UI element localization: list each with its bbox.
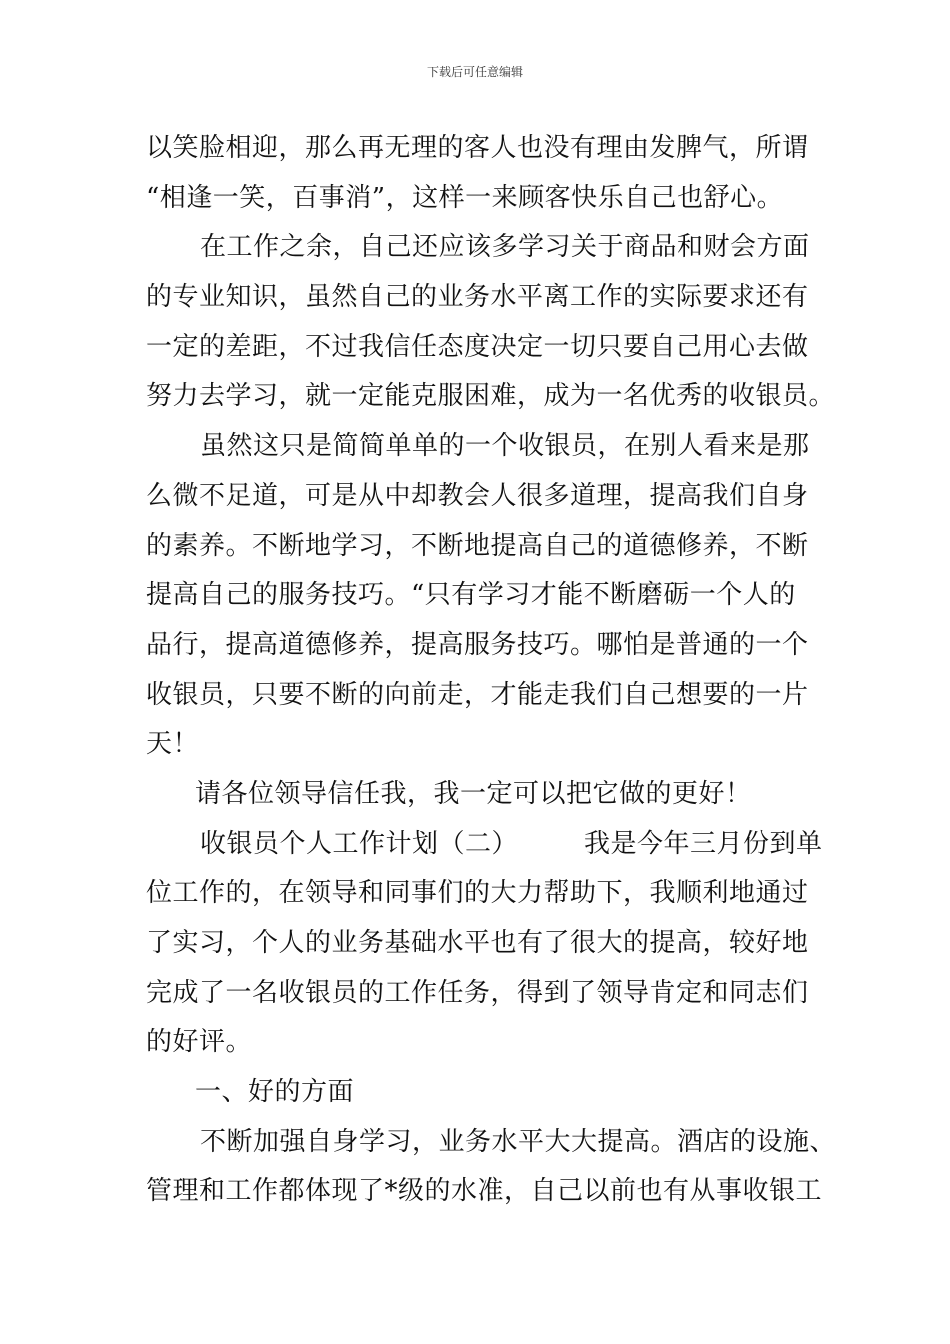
section-title-line <box>146 820 836 870</box>
text-line: 么微不足道，可是从中却教会人很多道理，提高我们自身 <box>146 480 809 511</box>
text-line: 的好评。 <box>146 1027 253 1058</box>
text-line: 品行，提高道德修养，提高服务技巧。哪怕是普通的一个 <box>146 629 809 660</box>
paragraph-start-line: 不断加强自身学习，业务水平大大提高。酒店的设施、 <box>200 1126 837 1157</box>
text-line: 的专业知识，虽然自己的业务水平离工作的实际要求还有 <box>146 282 809 313</box>
text-line: 一定的差距，不过我信任态度决定一切只要自己用心去做 <box>146 331 809 362</box>
paragraph-start-line: 请各位领导信任我，我一定可以把它做的更好！ <box>195 778 752 809</box>
paragraph-start-line: 在工作之余，自己还应该多学习关于商品和财会方面 <box>200 232 810 263</box>
page-header-note: 下载后可任意编辑 <box>426 65 523 79</box>
text-line: 的素养。不断地学习，不断地提高自己的道德修养，不断 <box>146 530 809 561</box>
text-line: 收银员，只要不断的向前走，才能走我们自己想要的一片 <box>146 679 809 710</box>
paragraph-start-line: 虽然这只是简简单单的一个收银员，在别人看来是那 <box>200 431 810 462</box>
text-line: 天！ <box>146 729 200 760</box>
text-line: “相逢一笑，百事消”，这样一来顾客快乐自己也舒心。 <box>146 182 784 213</box>
text-line: 了实习，个人的业务基础水平也有了很大的提高，较好地 <box>146 928 809 958</box>
text-line: 提高自己的服务技巧。“只有学习才能不断磨砺一个人的 <box>146 580 796 611</box>
text-fragment: 我是今年三月份到单 <box>584 828 823 859</box>
subheading-line: 一、好的方面 <box>195 1077 355 1108</box>
text-line: 位工作的，在领导和同事们的大力帮助下，我顺利地通过 <box>146 878 809 909</box>
text-line: 管理和工作都体现了*级的水准，自己以前也有从事收银工 <box>146 1176 823 1207</box>
text-line: 以笑脸相迎，那么再无理的客人也没有理由发脾气，所谓 <box>146 133 809 163</box>
text-line: 完成了一名收银员的工作任务，得到了领导肯定和同志们 <box>146 977 809 1008</box>
text-line: 努力去学习，就一定能克服困难，成为一名优秀的收银员。 <box>146 381 836 412</box>
section-title: 收银员个人工作计划（二） <box>200 828 519 859</box>
document-body <box>146 124 836 1217</box>
